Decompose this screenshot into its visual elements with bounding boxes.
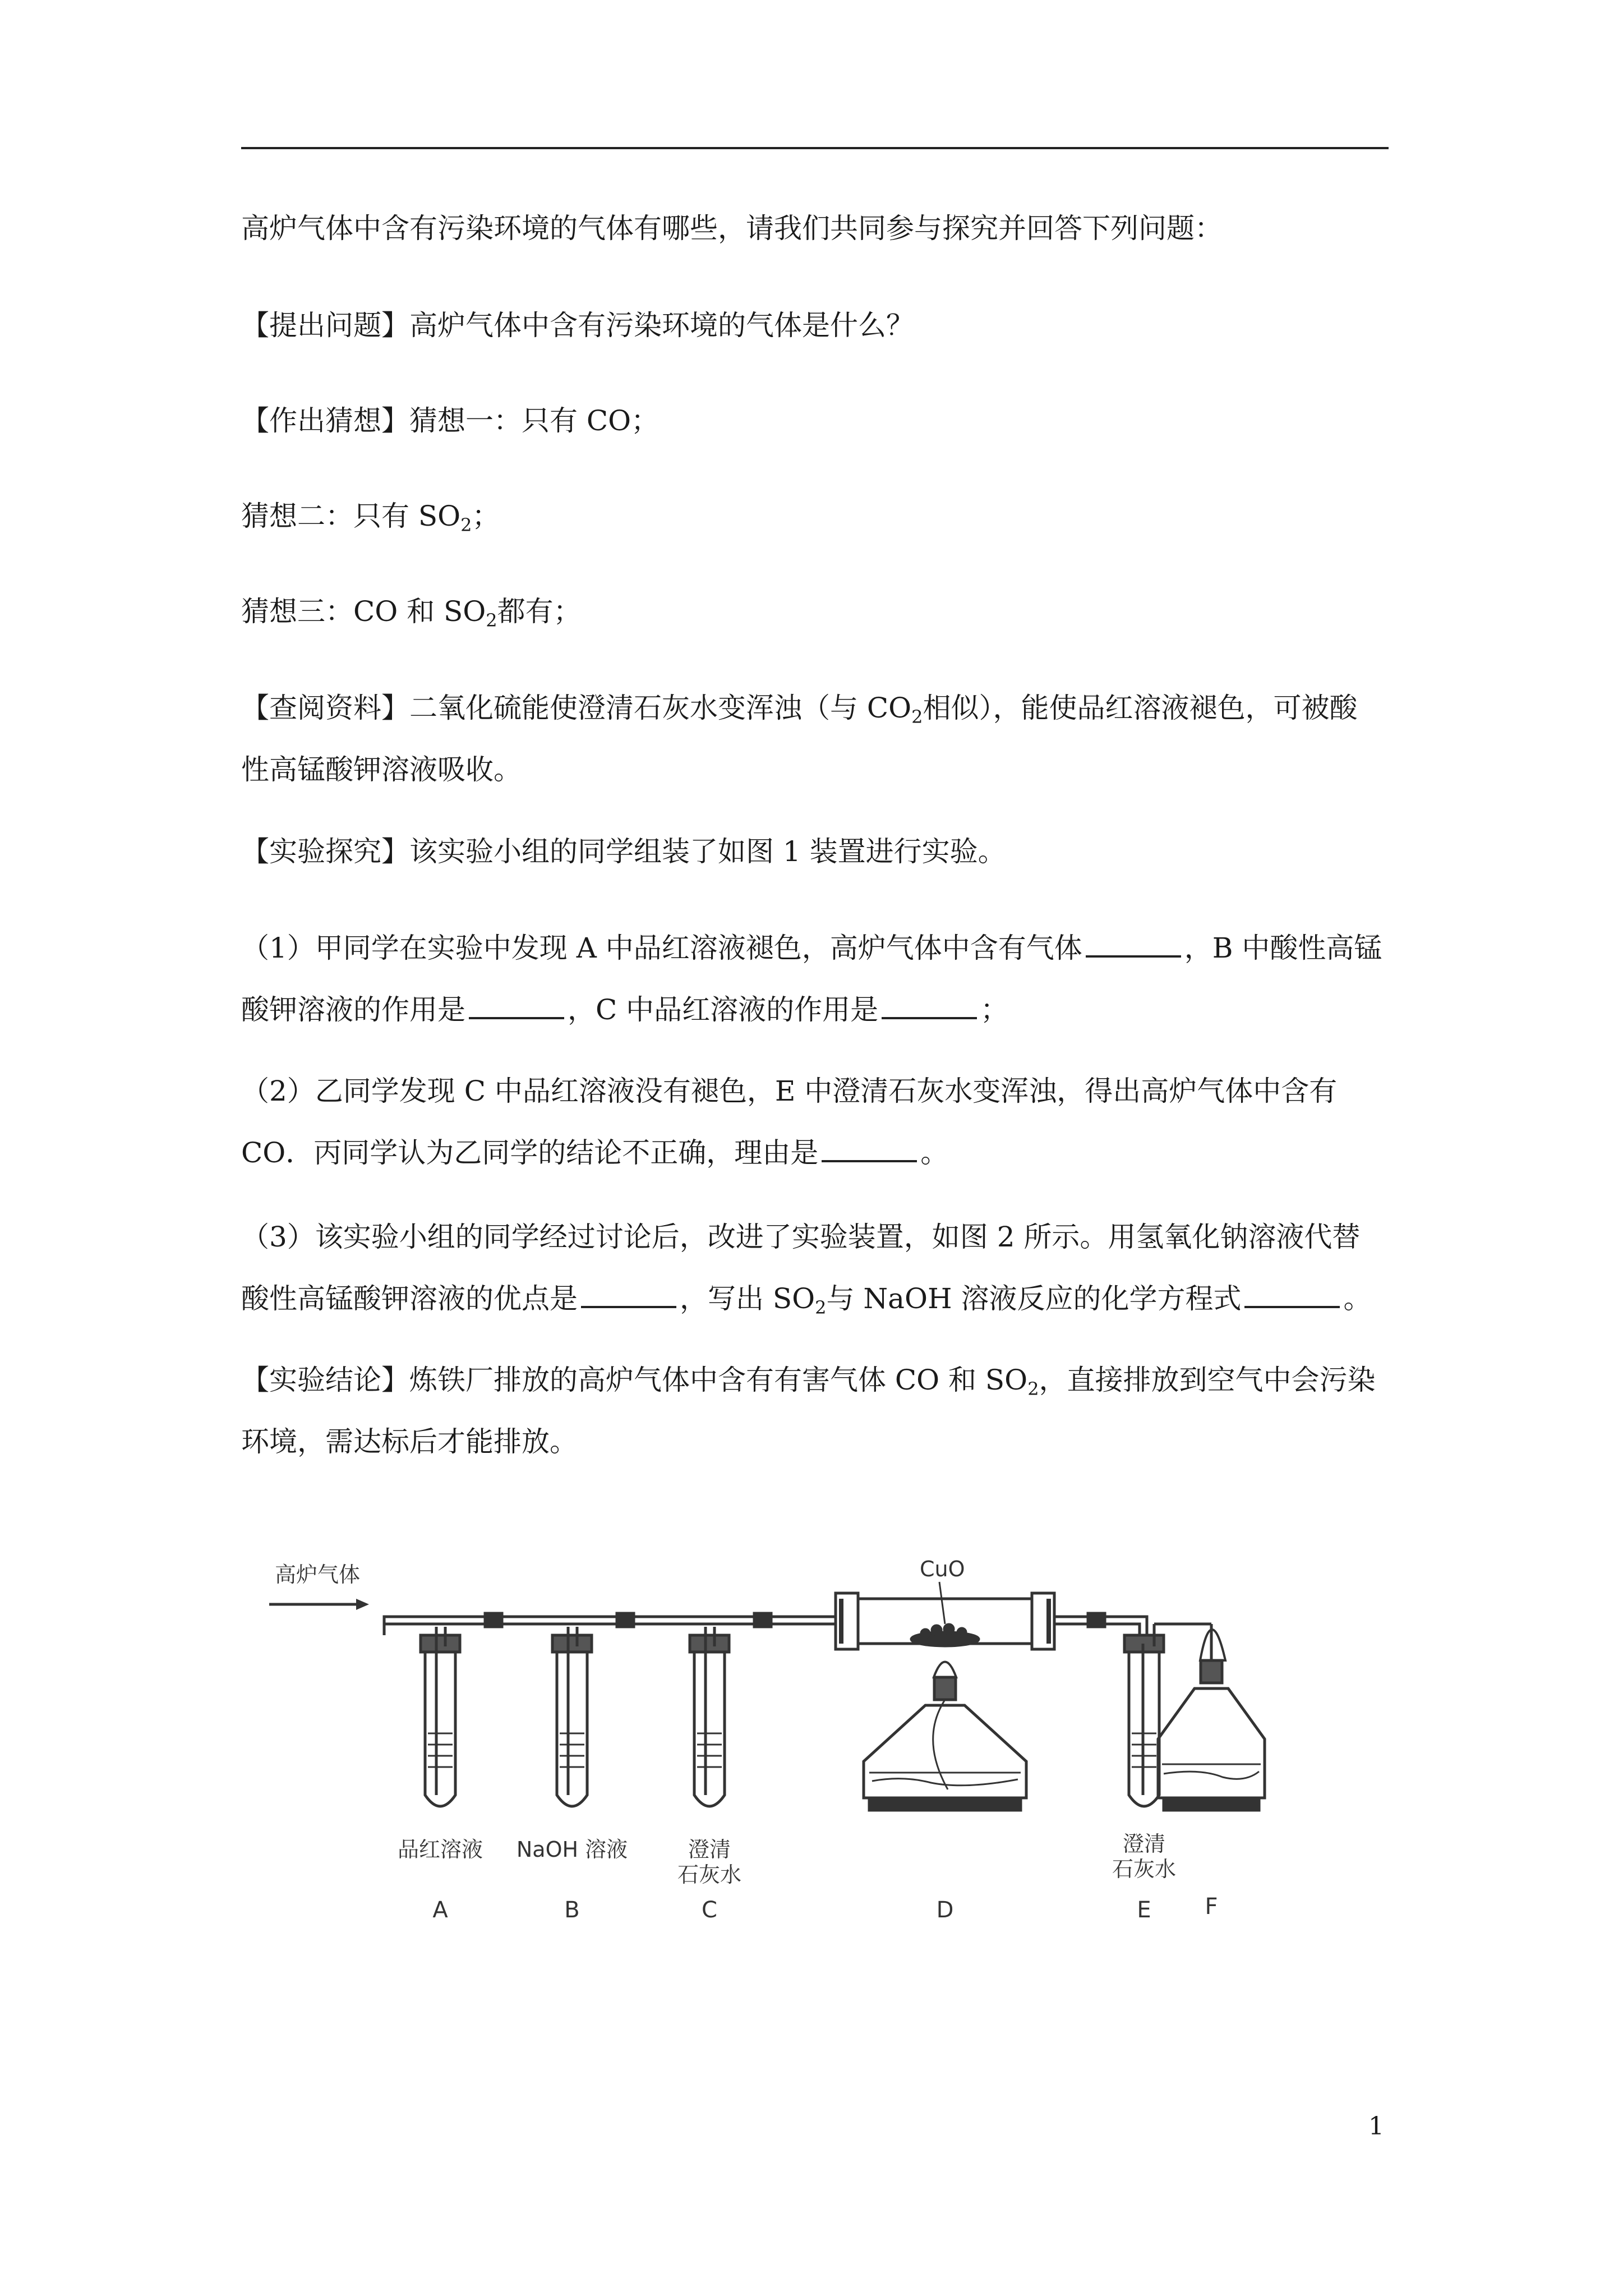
hypothesis-3: 猜想三：CO 和 $SO_2$都有； bbox=[241, 595, 582, 631]
alcohol-lamp-d bbox=[864, 1662, 1026, 1811]
question-2: （2）乙同学发现 C 中品红溶液没有褪色，E 中澄清石灰水变浑浊，得出高炉气体中含有 CO．丙同学认为乙同学的结论不正确，理由是 。 bbox=[241, 1075, 1338, 1169]
answer-blank[interactable] bbox=[469, 995, 564, 1019]
letter-e: E bbox=[1137, 1897, 1151, 1923]
header-rule bbox=[241, 147, 1389, 149]
apparatus-diagram bbox=[258, 1515, 1335, 1935]
test-tube-a bbox=[421, 1627, 460, 1806]
label-e-line1: 澄清 bbox=[1122, 1832, 1166, 1856]
label-c-line1: 澄清 bbox=[688, 1837, 731, 1862]
hypothesis-1: 【作出猜想】猜想一：只有 CO； bbox=[241, 404, 660, 437]
question-1: （1）甲同学在实验中发现 A 中品红溶液褪色，高炉气体中含有气体 ，B 中酸性高锰 酸钾溶液的作用是 ，C 中品红溶液的作用是 ； bbox=[241, 932, 1382, 1026]
question-para: 【提出问题】高炉气体中含有污染环境的气体是什么？ bbox=[241, 309, 914, 342]
label-a: 品红溶液 bbox=[397, 1837, 483, 1862]
answer-blank[interactable] bbox=[1086, 933, 1181, 958]
answer-blank[interactable] bbox=[882, 995, 977, 1019]
test-tube-c bbox=[690, 1627, 729, 1806]
answer-blank[interactable] bbox=[822, 1138, 917, 1162]
test-tube-e bbox=[1124, 1624, 1211, 1806]
label-e-line2: 石灰水 bbox=[1112, 1857, 1177, 1881]
page-number: 1 bbox=[1368, 2112, 1384, 2141]
conclusion-tag: 【实验结论】 bbox=[241, 1364, 409, 1396]
letter-c: C bbox=[702, 1897, 717, 1923]
letter-a: A bbox=[432, 1897, 448, 1923]
letter-d: D bbox=[936, 1897, 954, 1923]
apparatus-figure bbox=[258, 1515, 1335, 1935]
conclusion-para: 【实验结论】炼铁厂排放的高炉气体中含有有害气体 CO 和 $SO_2$，直接排放到空气中会污染 环境，需达标后才能排放。 bbox=[241, 1364, 1376, 1458]
inlet-label: 高炉气体 bbox=[275, 1562, 361, 1587]
reference-tag: 【查阅资料】 bbox=[241, 692, 409, 724]
hypothesis-tag: 【作出猜想】 bbox=[241, 404, 409, 437]
answer-blank[interactable] bbox=[581, 1283, 676, 1308]
test-tube-b bbox=[552, 1627, 592, 1806]
question-tag: 【提出问题】 bbox=[241, 309, 409, 342]
cuo-powder bbox=[911, 1582, 979, 1646]
letter-b: B bbox=[564, 1897, 580, 1923]
answer-blank[interactable] bbox=[1244, 1283, 1340, 1308]
reference-para: 【查阅资料】二氧化硫能使澄清石灰水变浑浊（与 $CO_2$相似），能使品红溶液褪色，可被酸 性高锰酸钾溶液吸收。 bbox=[241, 692, 1358, 786]
label-c-line2: 石灰水 bbox=[677, 1862, 742, 1887]
hypothesis-2: 猜想二：只有 $SO_2$； bbox=[241, 500, 500, 536]
label-b: NaOH 溶液 bbox=[516, 1837, 628, 1862]
intro-text: 高炉气体中含有污染环境的气体有哪些，请我们共同参与探究并回答下列问题： bbox=[241, 212, 1223, 245]
letter-f: F bbox=[1205, 1894, 1218, 1920]
experiment-para: 【实验探究】该实验小组的同学组装了如图 1 装置进行实验。 bbox=[241, 835, 1006, 868]
cuo-label: CuO bbox=[920, 1557, 965, 1581]
experiment-tag: 【实验探究】 bbox=[241, 835, 409, 868]
question-3: （3）该实验小组的同学经过讨论后，改进了实验装置，如图 2 所示。用氢氧化钠溶液代替 酸性高锰酸钾溶液的优点是 ，写出 $SO_2$与 NaOH 溶液反应的化学方程式 。 bbox=[241, 1221, 1372, 1318]
